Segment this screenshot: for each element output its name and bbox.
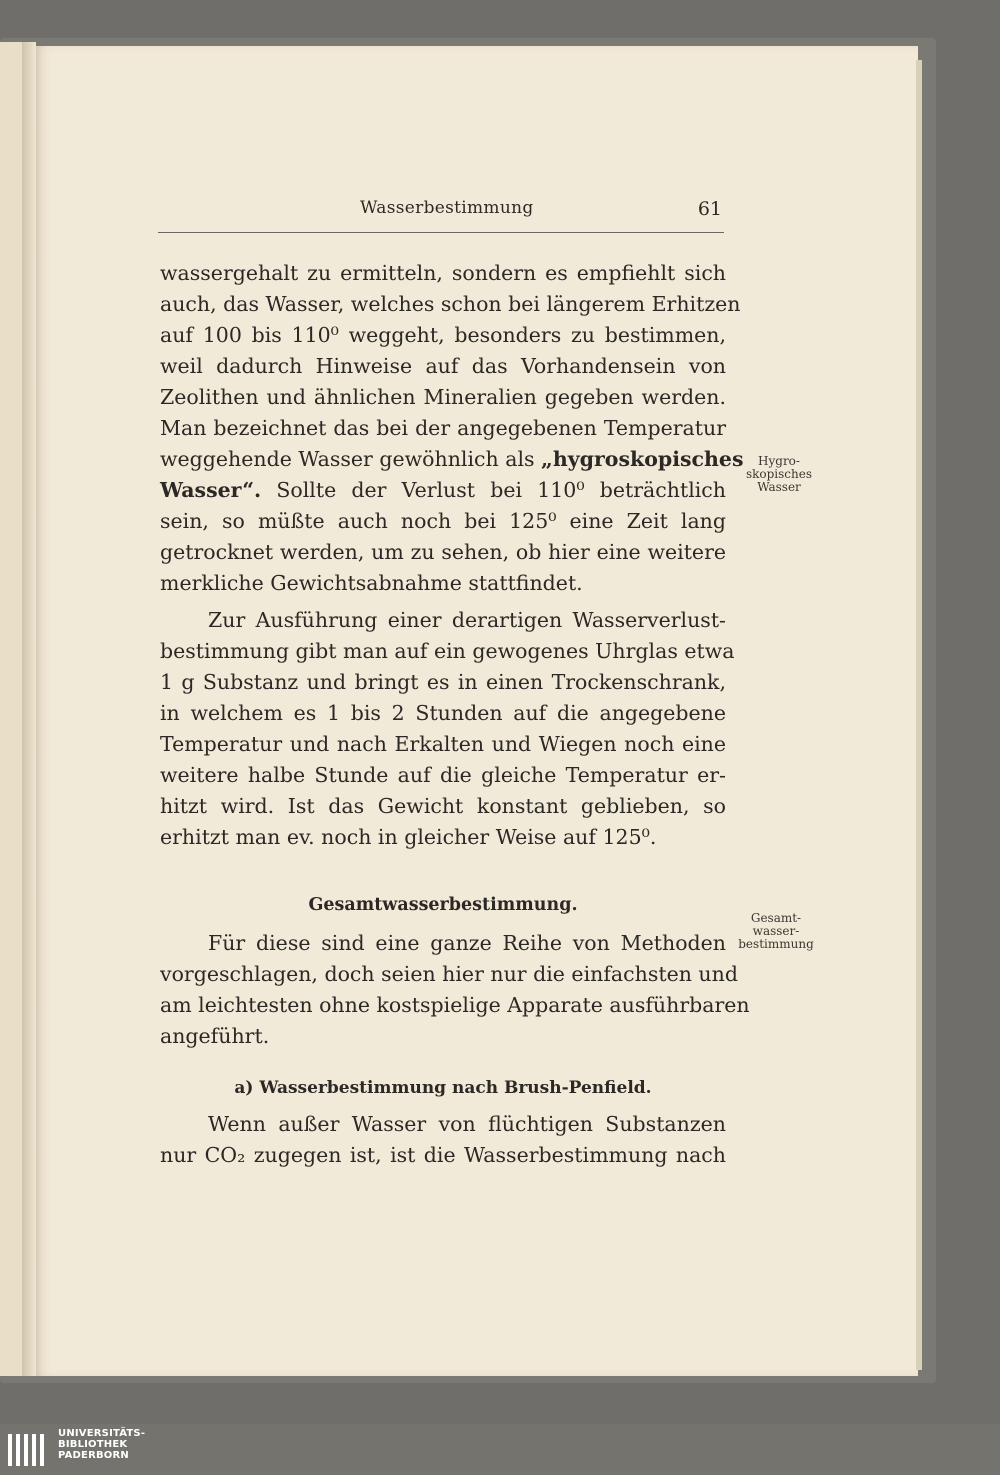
text-line: getrocknet werden, um zu sehen, ob hier eine weitere [160, 540, 726, 564]
text-line: Man bezeichnet das bei der angegebenen Temperatur [160, 416, 726, 440]
running-title: Wasserbestimmung [360, 198, 534, 218]
text-line: merkliche Gewichtsabnahme stattfindet. [160, 571, 583, 595]
text-line: sein, so müßte auch noch bei 125⁰ eine Zeit lang [160, 509, 726, 533]
text-line: Für diese sind eine ganze Reihe von Methoden [208, 931, 726, 955]
library-logo-icon [6, 1430, 46, 1470]
section-heading: Gesamtwasserbestimmung. [308, 895, 578, 915]
text-line: 1 g Substanz und bringt es in einen Trockenschrank, [160, 670, 726, 694]
library-logo [6, 1428, 156, 1472]
page-edge [916, 60, 922, 1370]
header-rule [158, 232, 724, 233]
paragraph-1 [160, 258, 744, 599]
text-line: Zur Ausführung einer derartigen Wasserverlust- [208, 608, 726, 632]
text-line: nur CO₂ zugegen ist, ist die Wasserbestimmung nach [160, 1143, 726, 1167]
text-line: hitzt wird. Ist das Gewicht konstant geblieben, so [160, 794, 726, 818]
text-line-with-bold: Wasser“. Sollte der Verlust bei 110⁰ beträchtlich [160, 478, 726, 502]
text-line: auf 100 bis 110⁰ weggeht, besonders zu bestimmen, [160, 323, 726, 347]
text-line: Wenn außer Wasser von flüchtigen Substanzen [208, 1112, 726, 1136]
paragraph-3 [160, 928, 750, 1052]
library-logo-text [58, 1428, 168, 1461]
text-line: auch, das Wasser, welches schon bei längerem Erhitzen [160, 292, 741, 316]
margin-note-line: wasser- [752, 924, 800, 938]
margin-note-line: skopisches [745, 467, 813, 481]
text-line: bestimmung gibt man auf ein gewogenes Uhrglas etwa [160, 639, 735, 663]
margin-note-gesamtwasser [730, 912, 822, 951]
text-line: weitere halbe Stunde auf die gleiche Temperatur er- [160, 763, 726, 787]
margin-note-line: Gesamt- [750, 911, 802, 925]
text-line: angeführt. [160, 1024, 270, 1048]
bold-term: Wasser“. [160, 478, 262, 502]
logo-line: BIBLIOTHEK [58, 1439, 128, 1450]
text-line: vorgeschlagen, doch seien hier nur die einfachsten und [160, 962, 738, 986]
logo-line: PADERBORN [58, 1450, 129, 1461]
text-line: wassergehalt zu ermitteln, sondern es empfiehlt sich [160, 261, 726, 285]
running-head [158, 198, 724, 230]
text-line: in welchem es 1 bis 2 Stunden auf die angegebene [160, 701, 726, 725]
margin-note-line: Wasser [757, 480, 801, 494]
logo-line: UNIVERSITÄTS- [58, 1428, 146, 1439]
page-gutter [22, 42, 36, 1376]
margin-note-line: bestimmung [738, 937, 814, 951]
margin-note-hygroskopisches [734, 455, 824, 494]
text-line-with-bold: weggehende Wasser gewöhnlich als „hygroskopisches [160, 447, 744, 471]
text-line: weil dadurch Hinweise auf das Vorhandensein von [160, 354, 726, 378]
bold-term: „hygroskopisches [541, 447, 744, 471]
text-line: Zeolithen und ähnlichen Mineralien gegeben werden. [160, 385, 726, 409]
text-line: Temperatur und nach Erkalten und Wiegen noch eine [160, 732, 726, 756]
page-number: 61 [697, 198, 722, 220]
margin-note-line: Hygro- [758, 454, 800, 468]
paragraph-2 [160, 605, 735, 853]
paragraph-4 [160, 1109, 726, 1171]
text-line: erhitzt man ev. noch in gleicher Weise auf 125⁰. [160, 825, 657, 849]
text-line: am leichtesten ohne kostspielige Apparate ausführbaren [160, 993, 750, 1017]
subsection-heading: a) Wasserbestimmung nach Brush-Penfield. [234, 1078, 652, 1098]
